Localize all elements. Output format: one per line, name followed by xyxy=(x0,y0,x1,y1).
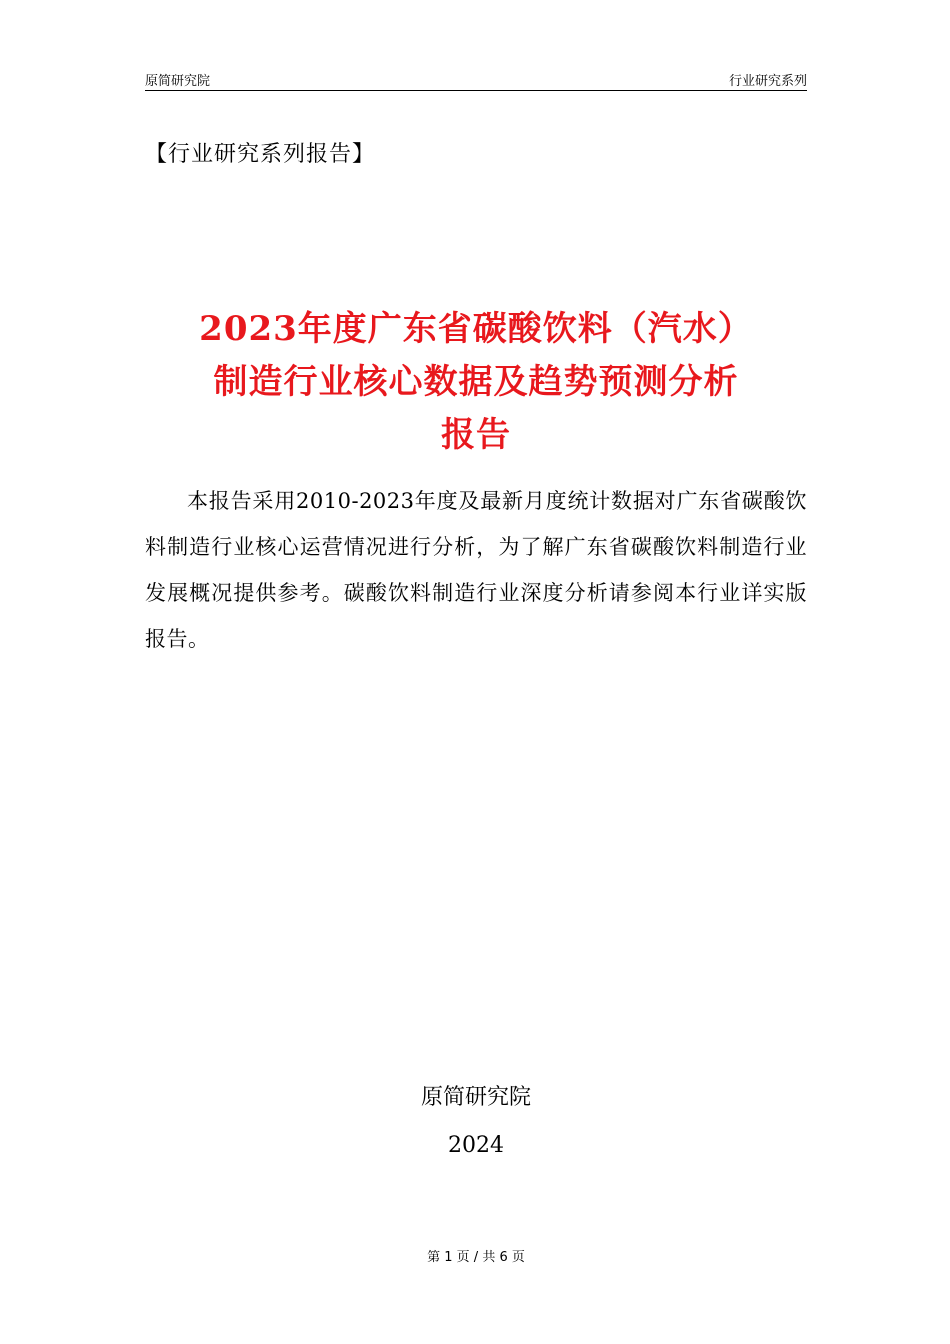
page-header xyxy=(145,68,807,91)
report-abstract: 本报告采用2010-2023年度及最新月度统计数据对广东省碳酸饮料制造行业核心运营情况进行分析，为了解广东省碳酸饮料制造行业发展概况提供参考。碳酸饮料制造行业深度分析请参阅本行业详实版报告。 xyxy=(145,489,807,651)
page-number: 第 1 页 / 共 6 页 xyxy=(427,1250,525,1265)
series-tag: 【行业研究系列报告】 xyxy=(145,142,376,167)
header-series: 行业研究系列 xyxy=(728,74,807,89)
header-organization: 原简研究院 xyxy=(145,74,211,89)
report-title-line-1: 2023年度广东省碳酸饮料（汽水） xyxy=(199,309,753,349)
publisher-name: 原简研究院 xyxy=(420,1085,531,1110)
publish-year: 2024 xyxy=(448,1133,504,1158)
report-title xyxy=(145,303,807,462)
report-title-line-3: 报告 xyxy=(441,415,511,455)
report-title-line-2: 制造行业核心数据及趋势预测分析 xyxy=(213,362,739,402)
